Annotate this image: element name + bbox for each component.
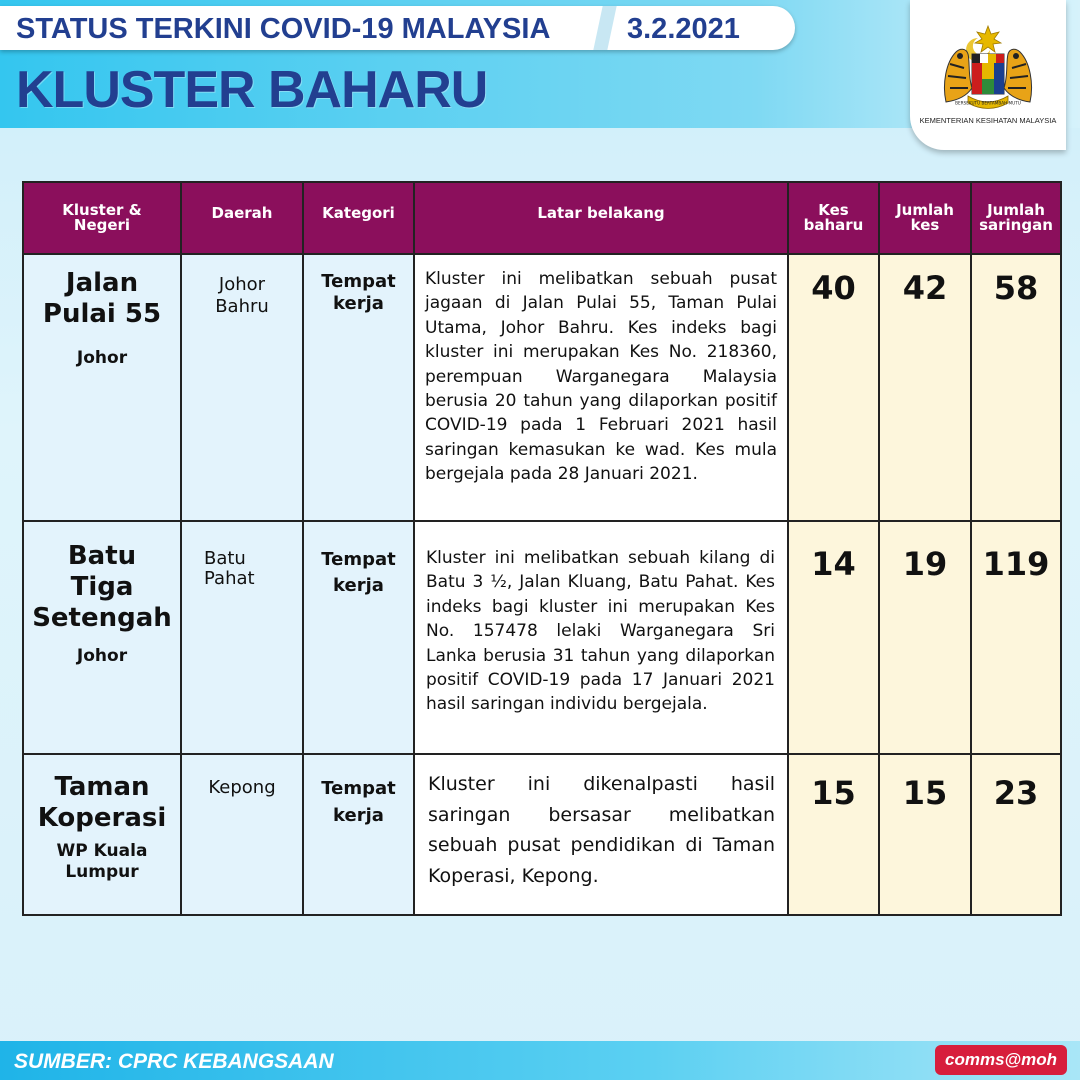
background-description: Kluster ini melibatkan sebuah pusat jagaan di Jalan Pulai 55, Taman Pulai Utama, Johor Bahru. Kes indeks bagi kluster ini merupakan Kes No. 218360, perempuan Warganegara Malaysia berusia 20 tahun yang dilaporkan positif COVID-19 pada 1 Februari 2021 hasil saringan kemasukan ke wad. Kes mula bergejala pada 28 Januari 2021. (425, 269, 777, 485)
header-text: saringan (979, 216, 1053, 234)
table-row-1-daerah (182, 255, 304, 522)
category-label (304, 271, 413, 315)
report-date: 3.2.2021 (627, 13, 740, 45)
district-name: Kepong (208, 777, 276, 798)
category-line: Tempat (321, 778, 396, 799)
table-row-1-kes-baharu (789, 255, 880, 522)
cluster-name-line: Batu (67, 541, 137, 571)
category-line: Tempat (321, 271, 396, 292)
header-text: Kategori (322, 203, 395, 222)
header-text: Jumlah (987, 201, 1045, 219)
column-header-kluster (24, 183, 182, 255)
header-text: Latar belakang (537, 203, 665, 222)
header-text: baharu (803, 216, 864, 234)
district-line: Bahru (215, 296, 269, 317)
malaysia-coat-of-arms-icon (938, 24, 1038, 110)
table-row-3-latar (415, 755, 789, 914)
cluster-state (24, 841, 180, 883)
table-row-3-jumlah-saringan (972, 755, 1060, 914)
column-header-kategori (304, 183, 415, 255)
header-text: Jumlah (896, 201, 954, 219)
state-line: WP Kuala (56, 841, 148, 861)
district-name (182, 274, 302, 318)
cluster-name (24, 541, 180, 634)
category-line: kerja (333, 293, 384, 314)
table-row-1-jumlah-saringan (972, 255, 1060, 522)
total-screenings-value: 58 (993, 269, 1039, 307)
total-cases-value: 42 (902, 269, 948, 307)
comms-badge: comms@moh (935, 1045, 1067, 1075)
table-row-3-jumlah-kes (880, 755, 972, 914)
category-line: kerja (333, 805, 384, 826)
column-header-latar (415, 183, 789, 255)
cluster-table (22, 181, 1062, 916)
title-bar (0, 6, 795, 50)
table-row-3-daerah (182, 755, 304, 914)
table-row-2-kluster (24, 522, 182, 755)
cluster-name (24, 772, 180, 834)
page-title: STATUS TERKINI COVID-19 MALAYSIA (16, 13, 551, 45)
cluster-name-line: Pulai 55 (42, 299, 162, 329)
background-description: Kluster ini melibatkan sebuah kilang di Batu 3 ½, Jalan Kluang, Batu Pahat. Kes indeks bagi kluster ini merupakan Kes No. 157478 lelaki Warganegara Sri Lanka berusia 31 tahun yang dilaporkan positif COVID-19 pada 17 Januari 2021 hasil saringan individu bergejala. (426, 548, 775, 715)
cluster-state: Johor (76, 348, 128, 368)
district-line: Johor (218, 274, 266, 295)
table-row-2-jumlah-kes (880, 522, 972, 755)
category-line: Tempat (321, 549, 396, 570)
cluster-name-line: Koperasi (37, 803, 167, 833)
header-text: kes (910, 216, 940, 234)
title-divider (593, 6, 616, 50)
category-label (304, 775, 413, 829)
table-row-2-jumlah-saringan (972, 522, 1060, 755)
new-cases-value: 40 (811, 269, 856, 307)
new-cases-value: 14 (811, 545, 856, 583)
footer-bar (0, 1041, 1080, 1080)
header-text: Kes (818, 201, 849, 219)
cluster-name (24, 268, 180, 330)
column-header-jumlah-kes (880, 183, 972, 255)
total-cases-value: 19 (902, 545, 948, 583)
table-row-3-kluster (24, 755, 182, 914)
table-row-1-latar (415, 255, 789, 522)
total-screenings-value: 119 (982, 545, 1050, 583)
header-text: Kluster & (62, 201, 142, 219)
table-row-2-kes-baharu (789, 522, 880, 755)
logo-motto: BERSEKUTU BERTAMBAH MUTU (955, 100, 1021, 106)
cluster-state: Johor (76, 646, 128, 666)
table-row-3-kategori (304, 755, 415, 914)
district-name (204, 549, 255, 589)
table-row-3-kes-baharu (789, 755, 880, 914)
column-header-kes-baharu (789, 183, 880, 255)
background-description: Kluster ini dikenalpasti hasil saringan bersasar melibatkan sebuah pusat pendidikan di Taman Koperasi, Kepong. (428, 773, 775, 887)
table-row-2-kategori (304, 522, 415, 755)
table-row-2-daerah (182, 522, 304, 755)
ministry-logo (910, 0, 1066, 150)
category-line: kerja (333, 575, 384, 596)
cluster-name-line: Setengah (32, 603, 172, 633)
district-line: Pahat (204, 568, 255, 589)
total-screenings-value: 23 (993, 774, 1039, 812)
ministry-name: KEMENTERIAN KESIHATAN MALAYSIA (919, 116, 1057, 125)
cluster-name-line: Taman (54, 772, 150, 802)
table-row-1-kluster (24, 255, 182, 522)
table-row-2-latar (415, 522, 789, 755)
new-cases-value: 15 (811, 774, 856, 812)
column-header-jumlah-saringan (972, 183, 1060, 255)
district-line: Batu (204, 548, 246, 569)
page-subtitle: KLUSTER BAHARU (16, 61, 488, 119)
total-cases-value: 15 (902, 774, 948, 812)
table-row-1-jumlah-kes (880, 255, 972, 522)
header-text: Negeri (73, 216, 131, 234)
header-text: Daerah (211, 203, 273, 222)
category-label (304, 547, 413, 599)
cluster-name-line: Tiga (70, 572, 134, 602)
table-row-1-kategori (304, 255, 415, 522)
cluster-name-line: Jalan (65, 268, 139, 298)
state-line: Lumpur (65, 862, 139, 882)
column-header-daerah (182, 183, 304, 255)
data-source: SUMBER: CPRC KEBANGSAAN (14, 1050, 334, 1073)
